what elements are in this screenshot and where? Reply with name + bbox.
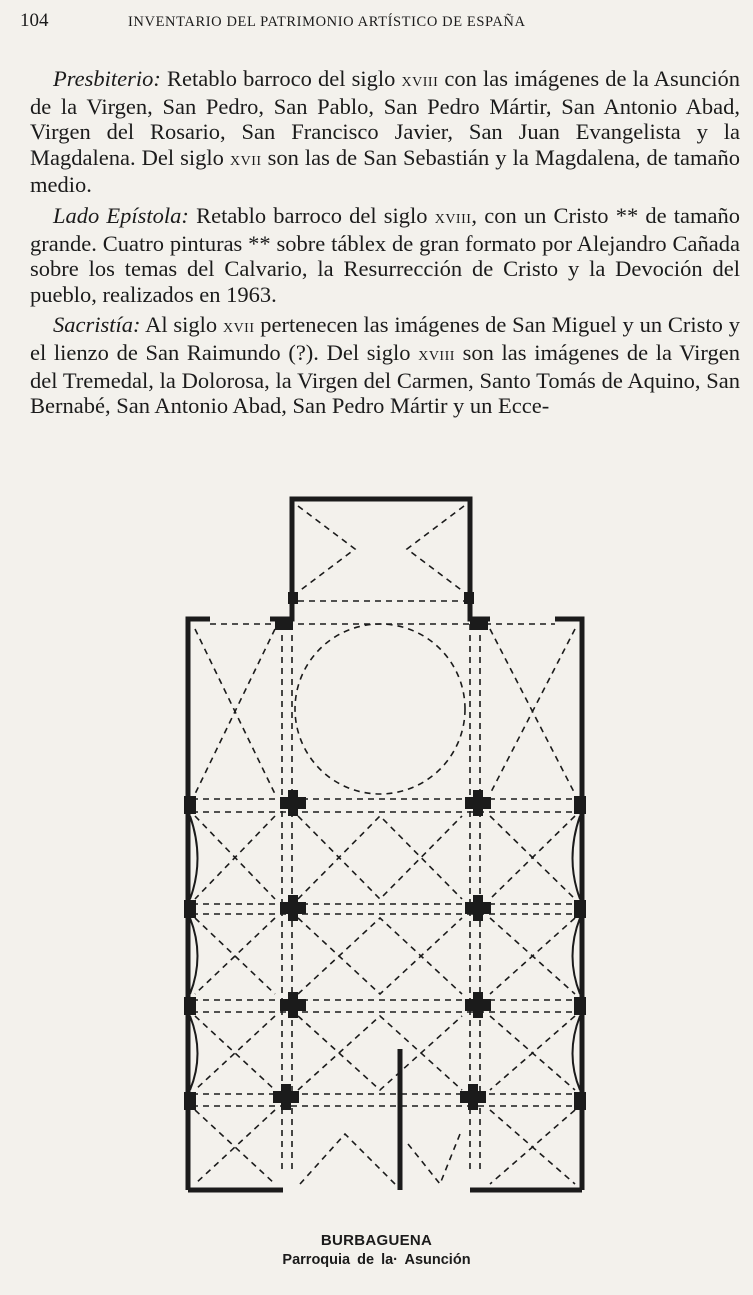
figure-caption-place: BURBAGUENA	[320, 1232, 433, 1249]
century-numeral: xviii	[418, 343, 455, 365]
paragraph-text: Retablo barroco del siglo	[188, 202, 435, 228]
paragraph-lado-epistola	[30, 203, 740, 307]
century-numeral: xviii	[434, 206, 472, 228]
page-number: 104	[20, 10, 49, 31]
century-numeral: xvii	[229, 148, 262, 170]
century-numeral: xvii	[222, 316, 255, 338]
paragraph-text: con las imágenes de la Asunción de la Virgen, San Pedro, San Pablo, San Pedro Mártir, San Antonio Abad, Virgen del Rosario, San Francisco Javier, San Juan Evangelista y la Magdalena. Del siglo	[30, 66, 740, 170]
paragraph-text: son las de San Sebastián y la Magdalena, de tamaño medio.	[30, 144, 740, 198]
paragraph-text: , con un Cristo ** de tamaño grande. Cuatro pinturas ** sobre táblex de gran formato por Alejandro Cañada sobre los temas del Calvario, la Resurrección de Cristo y la Devoción del pueblo, realizados en 1963.	[30, 202, 740, 307]
paragraph-text: pertenecen las imágenes de San Miguel y un Cristo y el lienzo de San Raimundo (?). Del siglo	[30, 312, 740, 365]
paragraph-lead: Sacristía:	[53, 312, 141, 338]
century-numeral: xviii	[401, 70, 439, 91]
paragraph-text: son las imágenes de la Virgen del Tremedal, la Dolorosa, la Virgen del Carmen, Santo Tomás de Aquino, San Bernabé, San Antonio Abad, San Pedro Mártir y un Ecce-	[30, 339, 740, 419]
floor-plan-drawing	[170, 494, 600, 1214]
church-floor-plan	[170, 494, 600, 1214]
paragraph-lead: Lado Epístola:	[53, 202, 189, 228]
paragraph-text: Retablo barroco del siglo	[160, 66, 402, 91]
figure-caption-church: Parroquia de la· Asunción	[282, 1252, 471, 1268]
body-text	[30, 66, 740, 424]
paragraph-text: Al siglo	[140, 312, 223, 338]
paragraph-lead: Presbiterio:	[53, 66, 161, 91]
page-header	[0, 10, 753, 36]
paragraph-presbiterio	[30, 66, 740, 198]
running-title: INVENTARIO DEL PATRIMONIO ARTÍSTICO DE ESPAÑA	[128, 14, 526, 30]
paragraph-sacristia	[30, 312, 740, 418]
